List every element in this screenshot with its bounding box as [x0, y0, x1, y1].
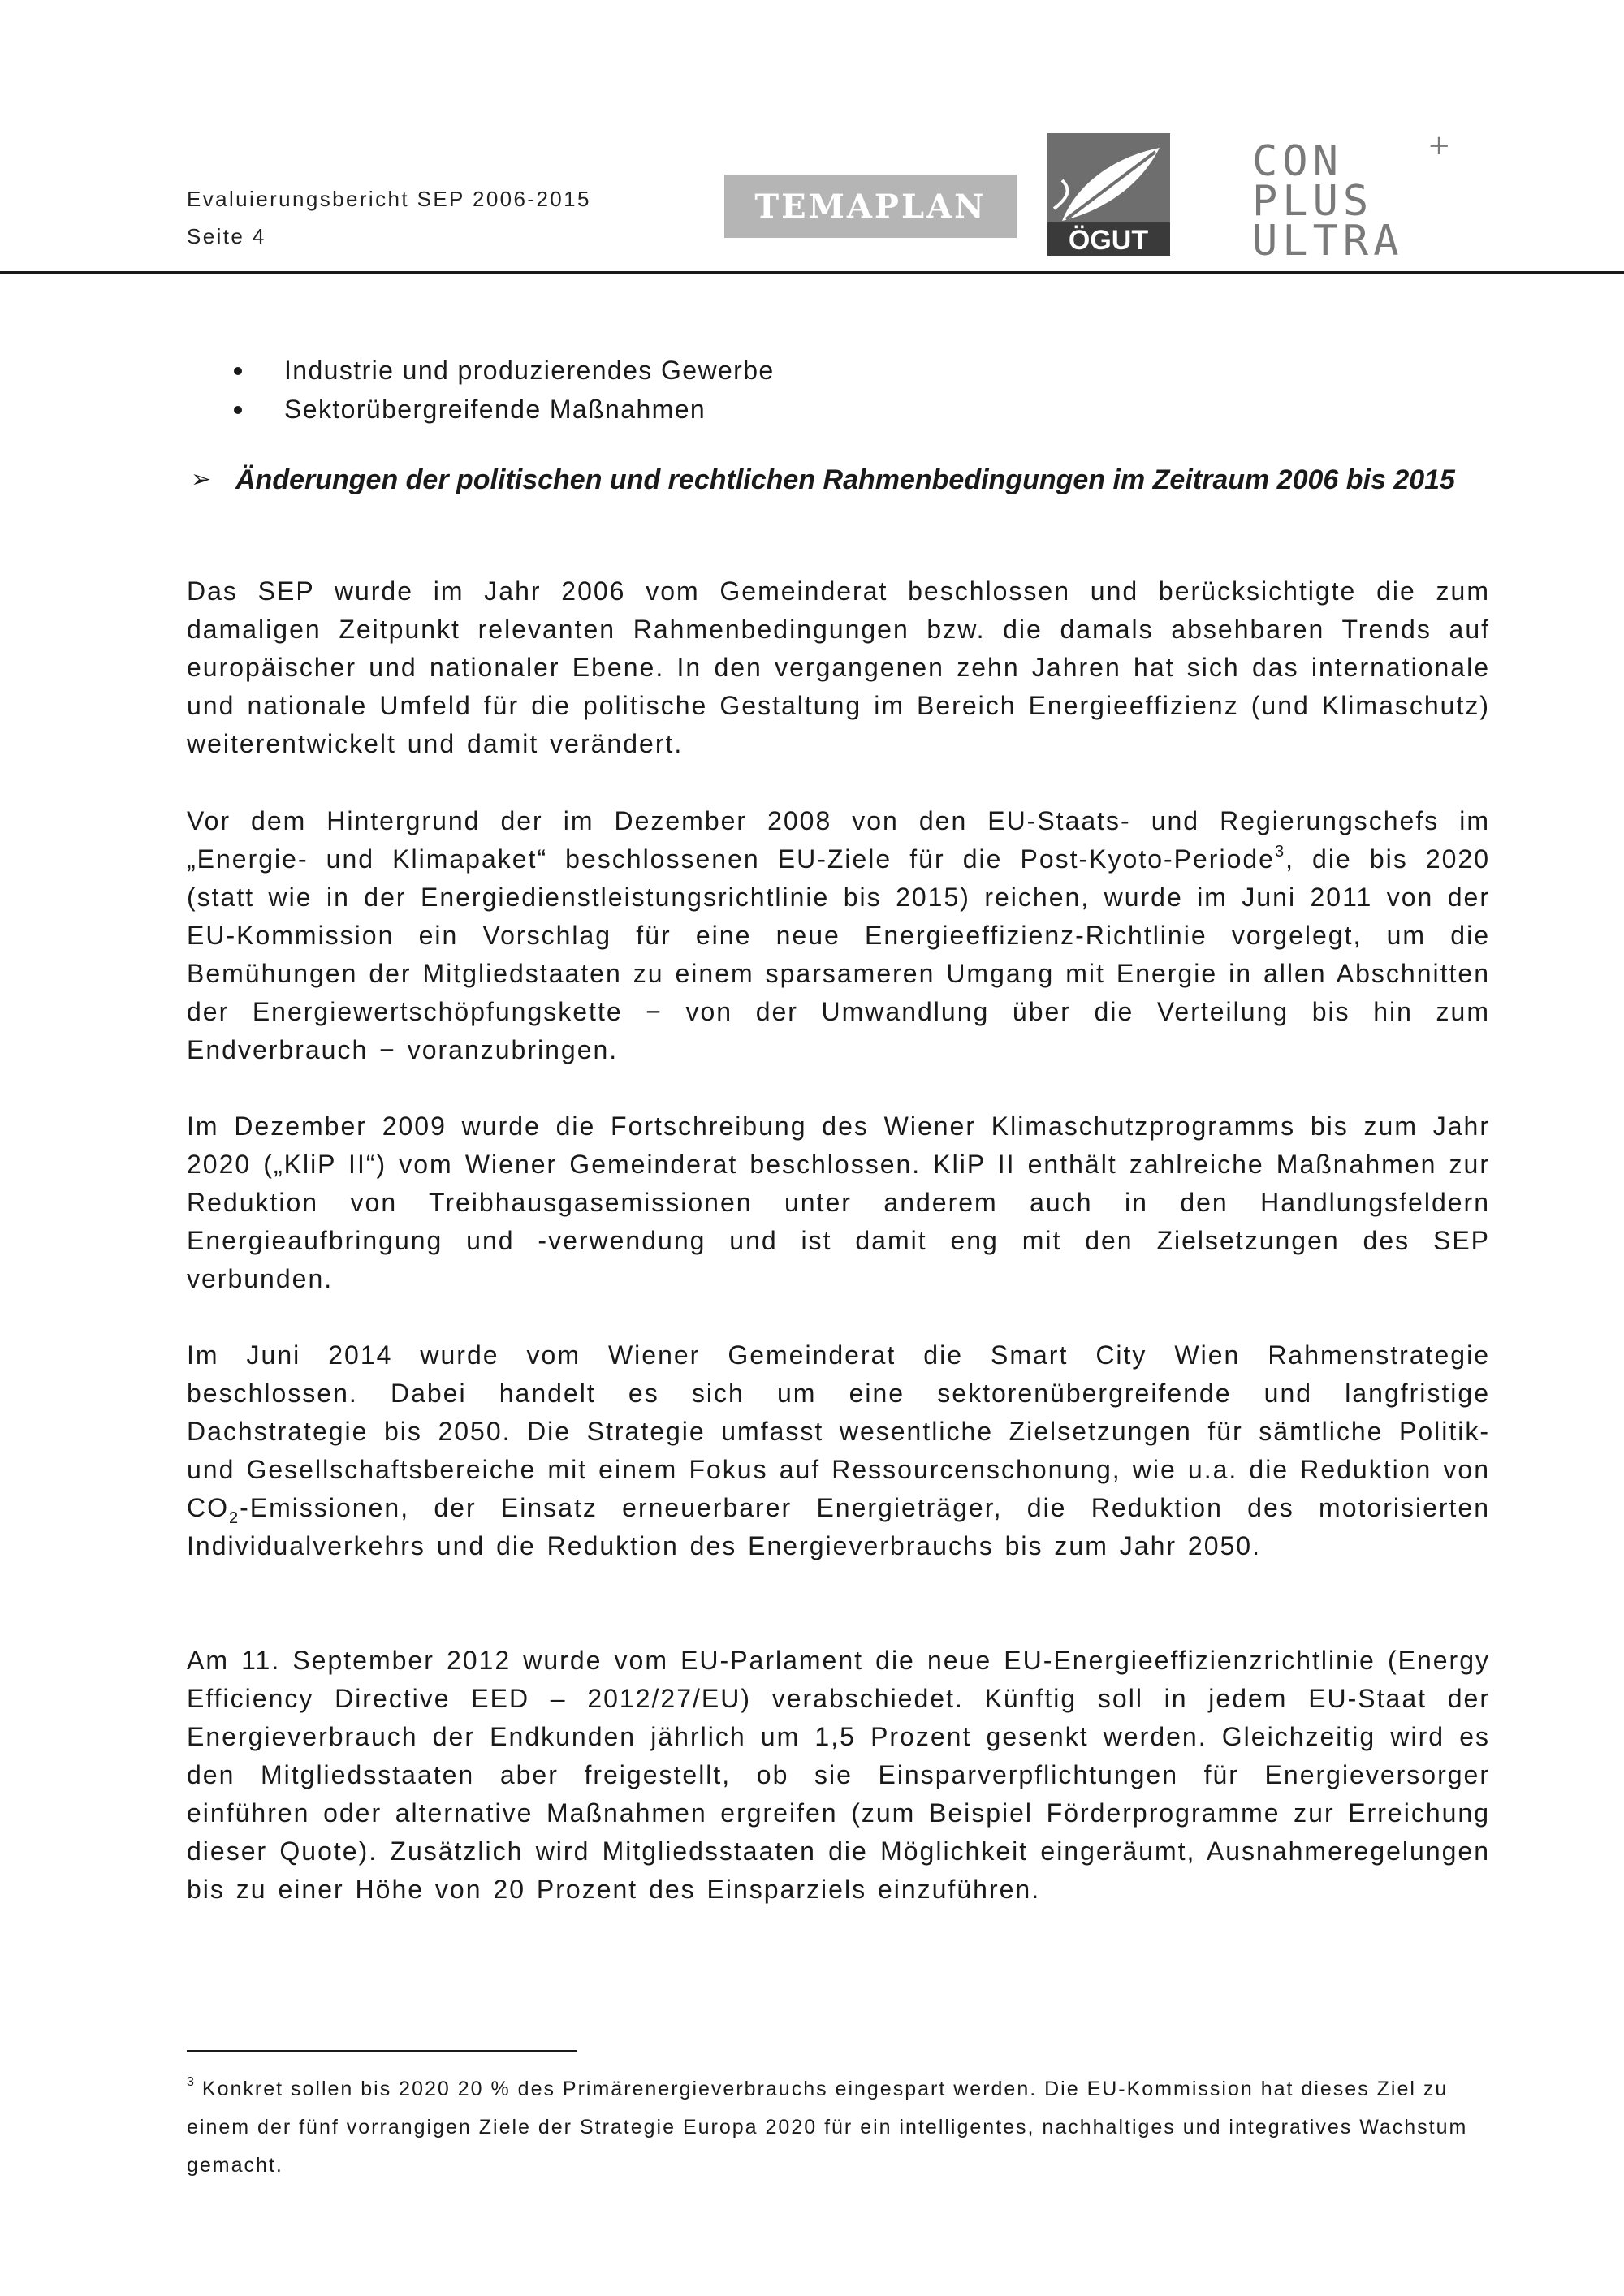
temaplan-logo — [724, 175, 1017, 238]
paragraph-klip-ii: Im Dezember 2009 wurde die Fortschreibung des Wiener Klimaschutzprogramms bis zum Jahr 2020 („KliP II“) vom Wiener Gemeinderat beschlossen. KliP II enthält zahlreiche Maßnahmen zur Reduktion von Treibhausgasemissionen unter anderem auch in den Handlungsfeldern Energieaufbringung und -verwendung und ist damit eng mit den Zielsetzungen des SEP verbunden. — [187, 1111, 1490, 1293]
paragraph-eed-richtlinie: Am 11. September 2012 wurde vom EU-Parlament die neue EU-Energieeffizienzrichtlinie (Energy Efficiency Directive EED – 2012/27/EU) verabschiedet. Künftig soll in jedem EU-Staat der Energieverbrauch der Endkunden jährlich um 1,5 Prozent gesenkt werden. Gleichzeitig wird es den Mitgliedsstaaten aber freigestellt, ob sie Einsparverpflichtungen für Energieversorger einführen oder alternative Maßnahmen ergreifen (zum Beispiel Förderprogramme zur Erreichung dieser Quote). Zusätzlich wird Mitgliedsstaaten die Möglichkeit eingeräumt, Ausnahmeregelungen bis zu einer Höhe von 20 Prozent des Einsparziels einzuführen. — [187, 1646, 1490, 1904]
arrow-bullet-icon: ➢ — [191, 465, 212, 494]
paragraph-sep-beschluss: Das SEP wurde im Jahr 2006 vom Gemeinderat beschlossen und berücksichtigte die zum damaligen Zeitpunkt relevanten Rahmenbedingungen bzw. die damals absehbaren Trends auf europäischer und nationaler Ebene. In den vergangenen zehn Jahren hat sich das internationale und nationale Umfeld für die politische Gestaltung im Bereich Energieeffizienz (und Klimaschutz) weiterentwickelt und damit verändert. — [187, 576, 1490, 758]
bullet-icon — [234, 367, 242, 375]
footnote-reference[interactable]: 3 — [1274, 843, 1286, 861]
con-plus-ultra-logo — [1250, 136, 1453, 258]
temaplan-logo-text: TEMAPLAN — [754, 187, 987, 226]
page-number: Seite 4 — [187, 224, 266, 248]
paragraph-text: , die bis 2020 (statt wie in der Energiedienstleistungsrichtlinie bis 2015) reichen, wurde im Juni 2011 von der EU-Kommission ein Vorschlag für eine neue Energieeffizienz-Richtlinie vorgelegt, um die Bemühungen der Mitgliedstaaten zu einem sparsameren Umgang mit Energie in allen Abschnitten der Energiewertschöpfungskette − von der Umwandlung über die Verteilung bis hin zum Endverbrauch − voranzubringen. — [187, 844, 1491, 1064]
section-heading — [187, 460, 1490, 500]
list-item — [187, 390, 775, 429]
footnote-text: Konkret sollen bis 2020 20 % des Primärenergieverbrauchs eingespart werden. Die EU-Kommission hat dieses Ziel zu einem der fünf vorrangigen Ziele der Strategie Europa 2020 für ein intelligentes, nachhaltiges und integratives Wachstum gemacht. — [187, 2078, 1468, 2177]
list-item — [187, 351, 775, 390]
page-header — [0, 0, 1624, 276]
paragraph-text: Vor dem Hintergrund der im Dezember 2008 von den EU-Staats- und Regierungschefs im „Energie- und Klimapaket“ beschlossenen EU-Ziele für die Post-Kyoto-Periode — [187, 806, 1490, 874]
con-plus-ultra-plus: + — [1427, 136, 1451, 162]
list-item-text: Industrie und produzierendes Gewerbe — [284, 356, 775, 385]
footnote-separator — [187, 2050, 577, 2052]
subscript: 2 — [229, 1509, 240, 1527]
paragraph-text: Im Juni 2014 wurde vom Wiener Gemeinderat die Smart City Wien Rahmenstrategie beschlossen. Dabei handelt es sich um eine sektorenübergreifende und langfristige Dachstrategie bis 2050. Die Strategie umfasst wesentliche Zielsetzungen für sämtliche Politik- und Gesellschaftsbereiche mit einem Fokus auf Ressourcenschonung, wie u.a. die Reduktion von CO — [187, 1340, 1490, 1522]
bullet-icon — [234, 406, 242, 414]
footnote-number: 3 — [187, 2075, 196, 2089]
header-rule — [0, 271, 1624, 274]
paragraph-smart-city — [187, 1336, 1490, 1565]
con-plus-ultra-line-3: ULTRA — [1252, 217, 1404, 258]
header-text-block — [187, 180, 591, 255]
bullet-list — [187, 351, 775, 429]
ogut-logo-text: ÖGUT — [1068, 225, 1149, 256]
con-plus-ultra-line-2: PLUS — [1252, 177, 1374, 226]
paragraph-text: -Emissionen, der Einsatz erneuerbarer Energieträger, die Reduktion des motorisierten Individualverkehrs und die Reduktion des Energieverbrauchs bis zum Jahr 2050. — [187, 1493, 1490, 1560]
ogut-logo — [1046, 132, 1172, 257]
section-heading-text: Änderungen der politischen und rechtlichen Rahmenbedingungen im Zeitraum 2006 bis 2015 — [235, 464, 1455, 495]
list-item-text: Sektorübergreifende Maßnahmen — [284, 395, 706, 424]
report-title: Evaluierungsbericht SEP 2006-2015 — [187, 187, 591, 211]
con-plus-ultra-line-1: CON — [1252, 137, 1343, 186]
footnote — [187, 2070, 1486, 2185]
paragraph-eu-energieeffizienz-vorschlag — [187, 802, 1490, 1069]
